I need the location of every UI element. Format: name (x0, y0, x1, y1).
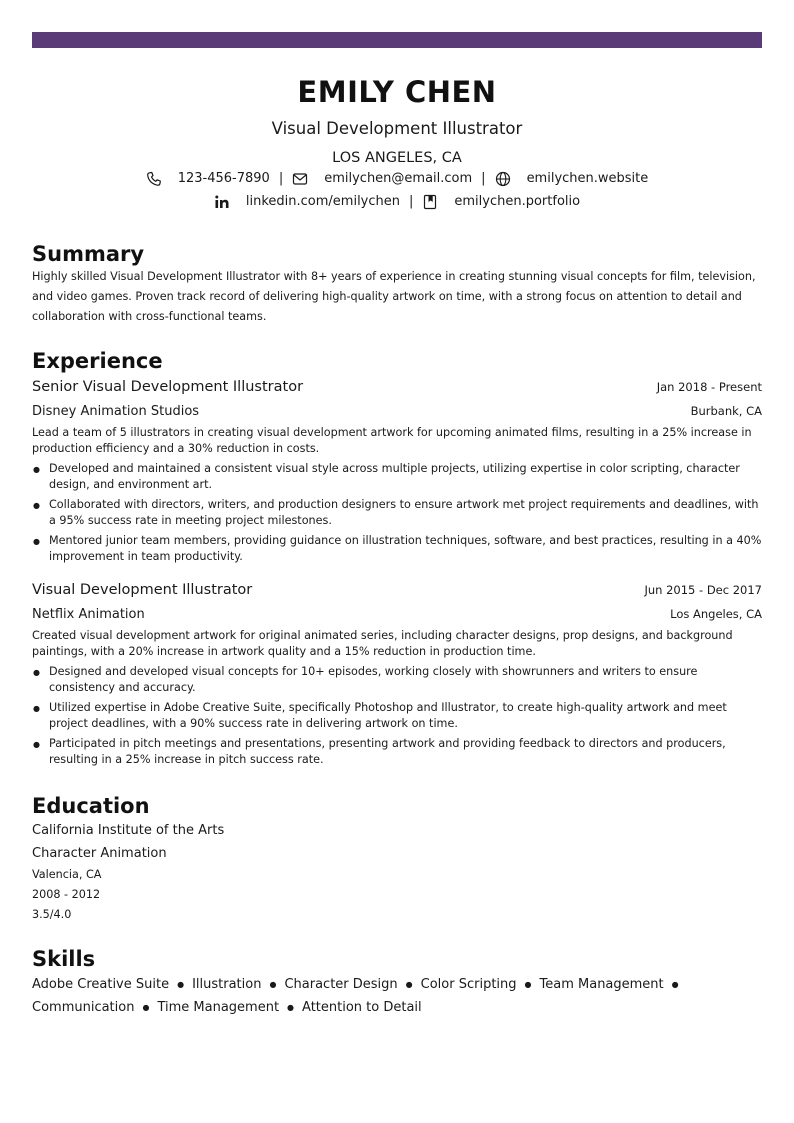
website-text[interactable]: emilychen.website (526, 170, 649, 186)
list-item: ● Mentored junior team members, providing guidance on illustration techniques, software, and best practices, resulting in a 40% improvement in team productivity. (32, 533, 762, 565)
bullet-dot: ● (671, 980, 679, 989)
job-header (32, 377, 762, 397)
skill-item: Team Management (539, 977, 664, 992)
job-dates: Jun 2015 - Dec 2017 (644, 583, 762, 597)
job-title: Visual Development Illustrator (32, 582, 253, 598)
skill-item: Time Management (157, 1000, 280, 1015)
bullet-dot: ● (177, 980, 185, 989)
section-title-education: Education (32, 794, 150, 818)
portfolio-text[interactable]: emilychen.portfolio (454, 193, 581, 209)
job-header (32, 580, 762, 600)
company-name: Netflix Animation (32, 607, 145, 622)
skills-line (32, 996, 762, 1019)
separator: | (409, 193, 414, 209)
skills-line (32, 973, 762, 996)
job-location: Los Angeles, CA (670, 607, 762, 621)
candidate-role: Visual Development Illustrator (271, 119, 523, 138)
separator: | (278, 170, 284, 186)
skill-item: Communication (32, 1000, 135, 1015)
summary-text: Highly skilled Visual Development Illustrator with 8+ years of experience in creating stunning visual concepts for film, television, and video games. Proven track record of delivering high-quality artwork on time, with a strong focus on attention to detail and collaboration with cross-functional teams. (32, 270, 756, 323)
education-section (32, 793, 762, 925)
skill-item: Illustration (192, 977, 262, 992)
bullet-dot: ● (287, 1003, 295, 1012)
job-dates: Jan 2018 - Present (656, 380, 762, 394)
globe-icon (495, 171, 511, 187)
skill-item: Color Scripting (420, 977, 517, 992)
email-icon (292, 171, 308, 187)
skill-item: Character Design (284, 977, 398, 992)
email-text[interactable]: emilychen@email.com (324, 170, 473, 186)
skill-item: Attention to Detail (302, 1000, 422, 1015)
bullet-dot: ● (142, 1003, 150, 1012)
bullet-dot: ● (269, 980, 277, 989)
phone-text[interactable]: 123-456-7890 (177, 170, 270, 186)
candidate-location: LOS ANGELES, CA (332, 150, 462, 166)
summary-section (32, 241, 762, 327)
job-description: Created visual development artwork for original animated series, including character designs, prop designs, and background paintings, with a 20% increase in artwork quality and a 15% reduction in production time. (32, 629, 733, 658)
resume-header (32, 72, 762, 213)
section-title-summary: Summary (32, 242, 145, 266)
job-description: Lead a team of 5 illustrators in creating visual development artwork for upcoming animated films, resulting in a 25% increase in production efficiency and a 30% reduction in costs. (32, 426, 752, 455)
school-name: California Institute of the Arts (32, 823, 225, 838)
degree-name: Character Animation (32, 846, 167, 861)
job-entry (32, 377, 762, 565)
bullet-dot: ● (405, 980, 413, 989)
separator: | (481, 170, 486, 186)
list-item: ● Collaborated with directors, writers, and production designers to ensure artwork met project requirements and deadlines, with a 95% success rate in meeting project milestones. (32, 497, 762, 529)
job-title: Senior Visual Development Illustrator (32, 379, 304, 395)
section-title-skills: Skills (32, 947, 96, 971)
job-subheader (32, 401, 762, 422)
school-location: Valencia, CA (32, 868, 102, 881)
contact-row-1 (32, 167, 762, 190)
phone-icon (146, 171, 162, 187)
experience-section (32, 348, 762, 768)
contact-row-2 (32, 190, 762, 213)
linkedin-text[interactable]: linkedin.com/emilychen (245, 193, 400, 209)
job-bullets (32, 664, 762, 768)
job-location: Burbank, CA (690, 404, 762, 418)
list-item: ● Utilized expertise in Adobe Creative Suite, specifically Photoshop and Illustrator, to create high-quality artwork and meet project deadlines, with a 90% success rate in delivering artwork on time. (32, 700, 762, 732)
education-years: 2008 - 2012 (32, 888, 101, 901)
candidate-name: EMILY CHEN (297, 75, 497, 109)
list-item: ● Participated in pitch meetings and presentations, presenting artwork and providing feedback to directors and producers, resulting in a 25% increase in pitch success rate. (32, 736, 762, 768)
skills-section (32, 946, 762, 1019)
skill-item: Adobe Creative Suite (32, 977, 170, 992)
job-entry (32, 580, 762, 768)
section-title-experience: Experience (32, 349, 163, 373)
linkedin-icon (214, 194, 230, 210)
job-bullets (32, 461, 762, 565)
education-gpa: 3.5/4.0 (32, 908, 72, 921)
portfolio-icon (422, 194, 438, 210)
accent-bar (32, 32, 762, 48)
skills-list (32, 973, 762, 1019)
job-subheader (32, 604, 762, 625)
list-item: ● Designed and developed visual concepts for 10+ episodes, working closely with showrunners and writers to ensure consistency and accuracy. (32, 664, 762, 696)
list-item: ● Developed and maintained a consistent visual style across multiple projects, utilizing expertise in color scripting, character design, and environment art. (32, 461, 762, 493)
company-name: Disney Animation Studios (32, 404, 200, 419)
bullet-dot: ● (524, 980, 532, 989)
